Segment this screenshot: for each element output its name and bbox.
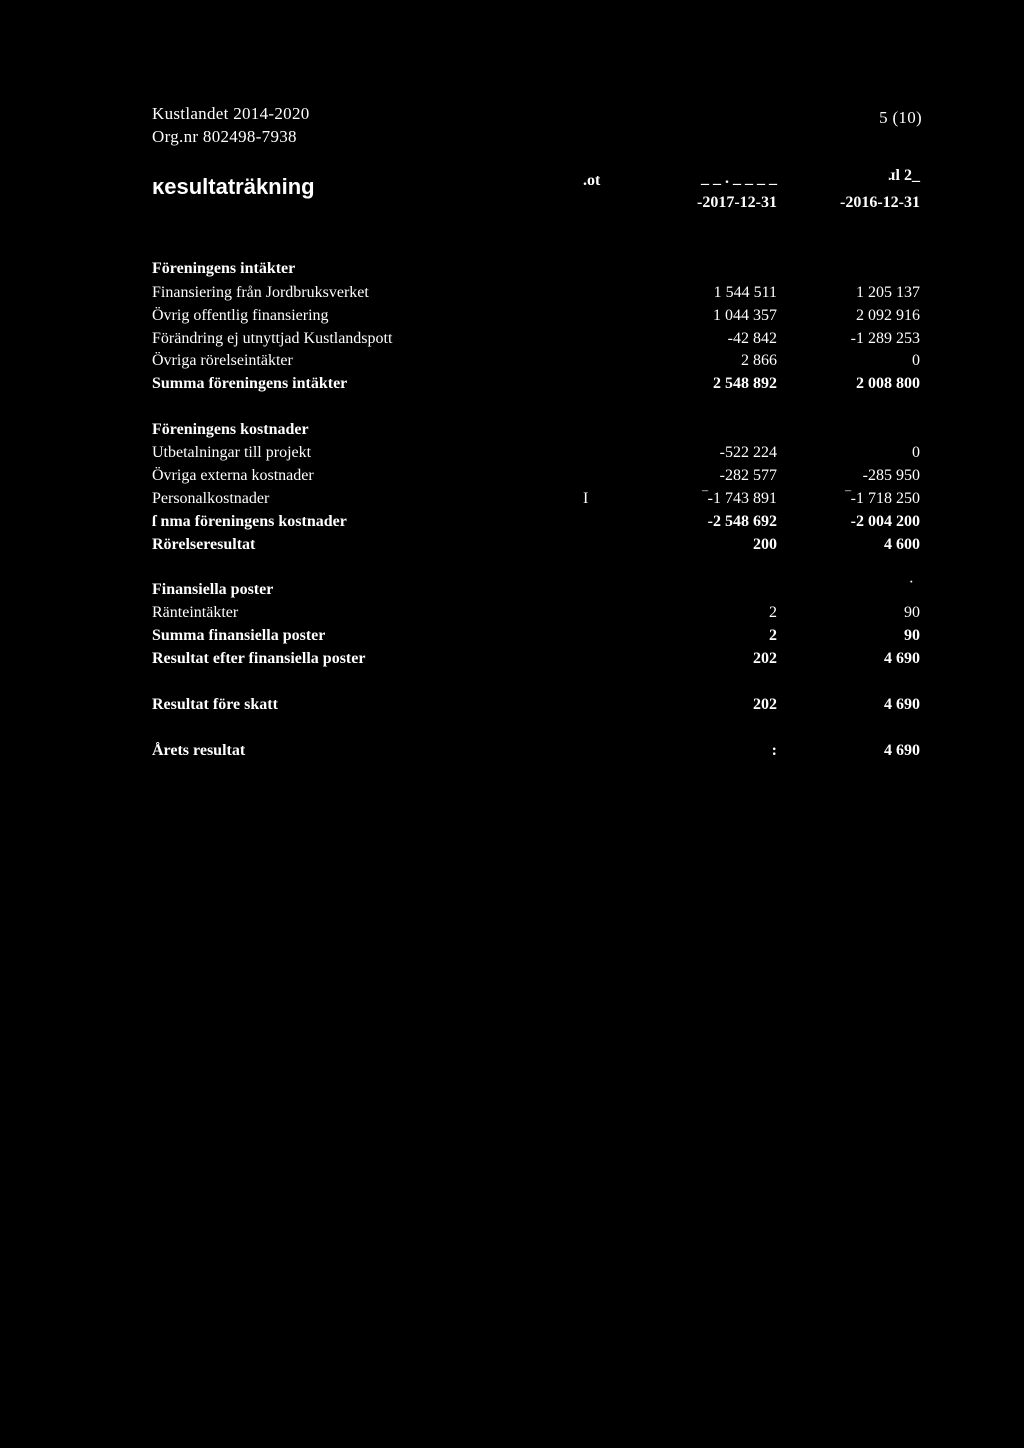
value-2017: 2 866 (741, 352, 777, 369)
value-2017: 2 548 892 (713, 375, 777, 392)
value-2017: 1 544 511 (713, 284, 777, 301)
row-label: Finansiering från Jordbruksverket (152, 284, 369, 301)
value-2016: -285 950 (862, 467, 920, 484)
value-2016: 4 690 (884, 742, 920, 759)
row-label: Övriga externa kostnader (152, 467, 314, 484)
row-label: Resultat efter finansiella poster (152, 650, 366, 667)
value-2016: ‾-1 718 250 (845, 490, 920, 507)
period-2016-header-line2: -2016-12-31 (840, 194, 920, 211)
value-2016: 4 690 (884, 650, 920, 667)
period-2017-header-line2: -2017-12-31 (697, 194, 777, 211)
scan-mark: · (908, 574, 914, 591)
income-heading: Föreningens intäkter (152, 260, 296, 277)
value-2017: 2 (769, 627, 777, 644)
value-2016: -2 004 200 (850, 513, 920, 530)
value-2016: 2 092 916 (856, 307, 920, 324)
value-2017: -282 577 (719, 467, 777, 484)
org-number: Org.nr 802498-7938 (152, 127, 297, 146)
row-label: Övriga rörelseintäkter (152, 352, 293, 369)
value-2017: 1 044 357 (713, 307, 777, 324)
value-2017: : (771, 742, 777, 759)
value-2016: 90 (904, 604, 920, 621)
org-name: Kustlandet 2014-2020 (152, 104, 310, 123)
statement-title: ĸesultaträkning (152, 174, 315, 199)
row-label: Övrig offentlig finansiering (152, 307, 329, 324)
value-2017: ‾-1 743 891 (702, 490, 777, 507)
costs-heading: Föreningens kostnader (152, 421, 309, 438)
period-2017-header-line1: _ _ . _ _ _ _ (701, 170, 777, 187)
value-2016: -1 289 253 (850, 330, 920, 347)
value-2016: 4 690 (884, 696, 920, 713)
row-label: ſ nma föreningens kostnader (152, 513, 347, 530)
value-2016: 0 (912, 444, 920, 461)
row-label: Årets resultat (152, 742, 246, 759)
financial-heading: Finansiella poster (152, 581, 274, 598)
value-2016: 4 600 (884, 536, 920, 553)
value-2017: 2 (769, 604, 777, 621)
note-reference: I (583, 490, 589, 507)
value-2017: 200 (753, 536, 777, 553)
row-label: Ränteintäkter (152, 604, 239, 621)
period-2016-header-line1: ɹl 2_ (888, 167, 920, 184)
value-2016: 90 (904, 627, 920, 644)
row-label: Utbetalningar till projekt (152, 444, 312, 461)
value-2017: -42 842 (727, 330, 777, 347)
note-column-header: .ot (583, 172, 601, 189)
row-label: Rörelseresultat (152, 536, 256, 553)
row-label: Personalkostnader (152, 490, 270, 507)
value-2017: -522 224 (719, 444, 777, 461)
value-2016: 1 205 137 (856, 284, 920, 301)
row-label: Summa föreningens intäkter (152, 375, 348, 392)
value-2017: 202 (753, 696, 777, 713)
value-2016: 0 (912, 352, 920, 369)
row-label: Summa finansiella poster (152, 627, 326, 644)
row-label: Förändring ej utnyttjad Kustlandspott (152, 330, 393, 347)
value-2017: 202 (753, 650, 777, 667)
value-2017: -2 548 692 (707, 513, 777, 530)
page-number: 5 (10) (879, 108, 922, 127)
value-2016: 2 008 800 (856, 375, 920, 392)
row-label: Resultat före skatt (152, 696, 278, 713)
